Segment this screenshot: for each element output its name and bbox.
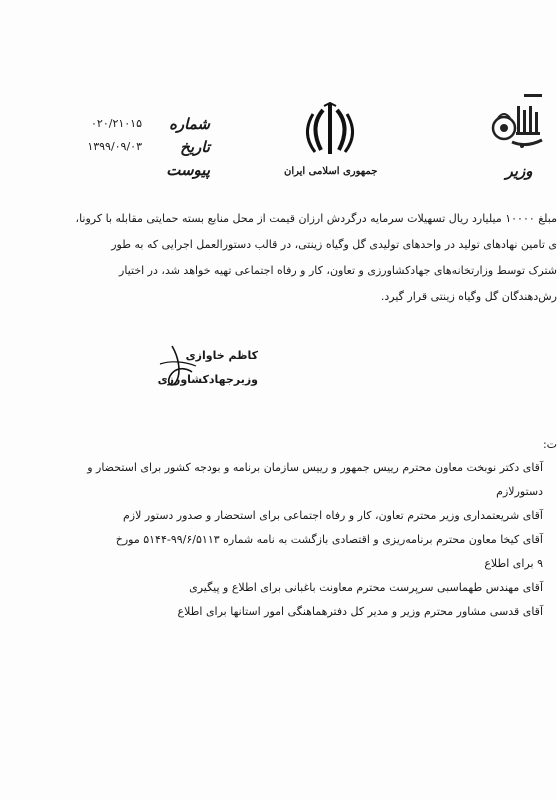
copy-line: آقای دکتر نوبخت معاون محترم رییس جمهور و رییس سازمان برنامه و بودجه کشور برای استحضار و (87, 461, 543, 474)
copy-line: دستورلازم (496, 485, 543, 498)
ministry-logo-icon (490, 88, 548, 154)
meta-number-value: ۰۲۰/۲۱۰۱۵ (91, 117, 142, 130)
meta-attachment-row (70, 158, 210, 181)
national-emblem-block (284, 100, 376, 177)
body-line: شترک توسط وزارتخانه‌های جهادکشاورزی و تعاون، کار و رفاه اجتماعی تهیه خواهد شد، در اختیار (119, 264, 557, 277)
copy-line: ۹ برای اطلاع (484, 557, 543, 570)
emblem-icon (301, 100, 359, 160)
body-line: مبلغ ۱۰۰۰۰ میلیارد ریال تسهیلات سرمایه درگردش ارزان قیمت از محل منابع بسته حمایتی مقابله با کرونا، (75, 212, 557, 225)
meta-date-value: ۱۳۹۹/۰۹/۰۳ (87, 140, 142, 153)
copy-line: آقای شریعتمداری وزیر محترم تعاون، کار و رفاه اجتماعی برای استحضار و صدور دستور لازم (122, 509, 543, 522)
copies-list (72, 434, 557, 624)
signer-title: وزیرجهادکشاورزی (157, 373, 258, 386)
signer-name: کاظم خاوازی (185, 349, 258, 362)
letter-meta (70, 112, 210, 181)
meta-date-label: تاریخ (180, 137, 210, 156)
republic-title: جمهوری اسلامی ایران (284, 166, 378, 177)
copy-line: آقای مهندس طهماسبی سرپرست محترم معاونت باغبانی برای اطلاع و پیگیری (189, 581, 543, 594)
body-line: ی تامین نهادهای تولید در واحدهای تولیدی گل وگیاه زینتی، در قالب دستورالعمل اجرایی که به طور (111, 238, 557, 251)
copies-heading: ت: (542, 438, 557, 451)
meta-date-row (70, 135, 210, 158)
copy-line: آقای قدسی مشاور محترم وزیر و مدیر کل دفترهماهنگی امور استانها برای اطلاع (177, 605, 543, 618)
meta-number-label: شماره (169, 114, 210, 133)
body-line: رش‌دهندگان گل وگیاه زینتی قرار گیرد. (380, 290, 557, 303)
letter-body (20, 206, 557, 310)
signer-block (130, 344, 258, 392)
meta-attachment-label: پیوست (166, 160, 210, 179)
copy-line: آقای کیخا معاون محترم برنامه‌ریزی و اقتصادی بازگشت به نامه شماره ۹۹/۶/۵۱۱۳-۵۱۴۴ مورخ (115, 533, 543, 546)
minister-title: وزیر (505, 162, 533, 180)
ministry-header (487, 88, 551, 198)
meta-number-row (70, 112, 210, 135)
